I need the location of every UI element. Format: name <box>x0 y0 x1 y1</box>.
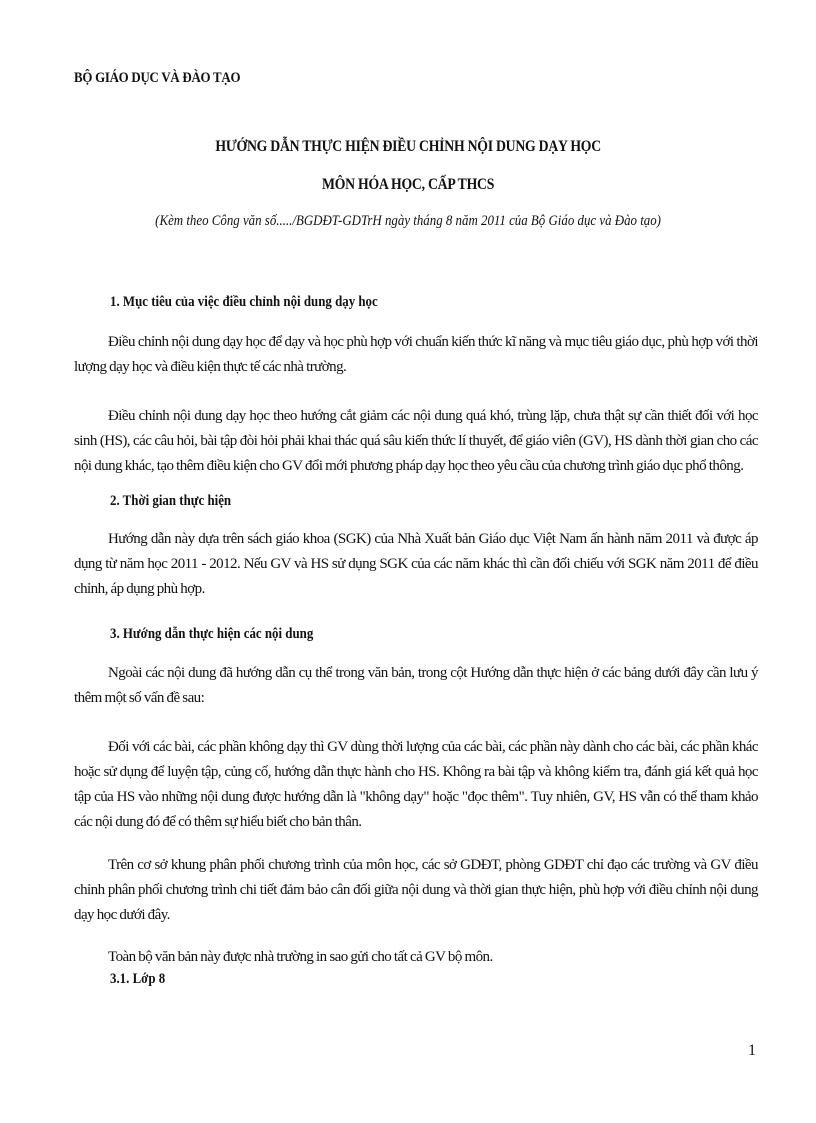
document-reference <box>0 213 816 230</box>
paragraph: Điều chỉnh nội dung dạy học theo hướng cắt giảm các nội dung quá khó, trùng lặp, chưa thật sự cần thiết đối với học sinh (HS), các câu hỏi, bài tập đòi hỏi phải khai thác quá sâu kiến thức lí thuyết, để giáo viên (GV), HS dành thời gian cho các nội dung khác, tạo thêm điều kiện cho GV đổi mới phương pháp dạy học theo yêu cầu của chương trình giáo dục phổ thông. <box>74 408 758 474</box>
paragraph: Ngoài các nội dung đã hướng dẫn cụ thể trong văn bản, trong cột Hướng dẫn thực hiện ở các bảng dưới đây cần lưu ý thêm một số vấn đề sau: <box>74 665 758 706</box>
section-heading-timeline: 2. Thời gian thực hiện <box>110 493 232 509</box>
section-heading-grade-8: 3.1. Lớp 8 <box>110 971 166 987</box>
paragraph: Trên cơ sở khung phân phối chương trình của môn học, các sở GDĐT, phòng GDĐT chỉ đạo các trường và GV điều chỉnh phân phối chương trình chi tiết đảm bảo cân đối giữa nội dung và thời gian thực hiện, phù hợp với điều chỉnh nội dung dạy học dưới đây. <box>74 857 758 923</box>
paragraph: Đối với các bài, các phần không dạy thì GV dùng thời lượng của các bài, các phần này dành cho các bài, các phần khác hoặc sử dụng để luyện tập, củng cố, hướng dẫn thực hành cho HS. Không ra bài tập và không kiểm tra, đánh giá kết quả học tập của HS vào những nội dung được hướng dẫn là "không dạy" hoặc "đọc thêm". Tuy nhiên, GV, HS vẫn có thể tham khảo các nội dung đó để có thêm sự hiểu biết cho bản thân. <box>74 739 758 830</box>
section-heading-objectives: 1. Mục tiêu của việc điều chỉnh nội dung dạy học <box>110 294 378 310</box>
document-reference-text: (Kèm theo Công văn số...../BGDĐT-GDTrH ngày tháng 8 năm 2011 của Bộ Giáo dục và Đào tạo) <box>155 213 661 229</box>
section-heading-guidelines: 3. Hướng dẫn thực hiện các nội dung <box>110 626 314 642</box>
paragraph: Điều chỉnh nội dung dạy học để dạy và học phù hợp với chuẩn kiến thức kĩ năng và mục tiêu giáo dục, phù hợp với thời lượng dạy học và điều kiện thực tế các nhà trường. <box>74 334 758 375</box>
ministry-name: BỘ GIÁO DỤC VÀ ĐÀO TẠO <box>74 70 241 86</box>
page-number: 1 <box>748 1042 756 1059</box>
paragraph: Toàn bộ văn bản này được nhà trường in sao gửi cho tất cả GV bộ môn. <box>108 949 493 965</box>
document-subject <box>0 176 816 194</box>
document-title-text: HƯỚNG DẪN THỰC HIỆN ĐIỀU CHỈNH NỘI DUNG DẠY HỌC <box>215 138 601 155</box>
document-title <box>0 138 816 156</box>
document-subject-text: MÔN HÓA HỌC, CẤP THCS <box>321 176 495 193</box>
paragraph: Hướng dẫn này dựa trên sách giáo khoa (SGK) của Nhà Xuất bản Giáo dục Việt Nam ấn hành năm 2011 và được áp dụng từ năm học 2011 - 2012. Nếu GV và HS sử dụng SGK của các năm khác thì cần đối chiếu với SGK năm 2011 để điều chỉnh, áp dụng phù hợp. <box>74 531 758 597</box>
